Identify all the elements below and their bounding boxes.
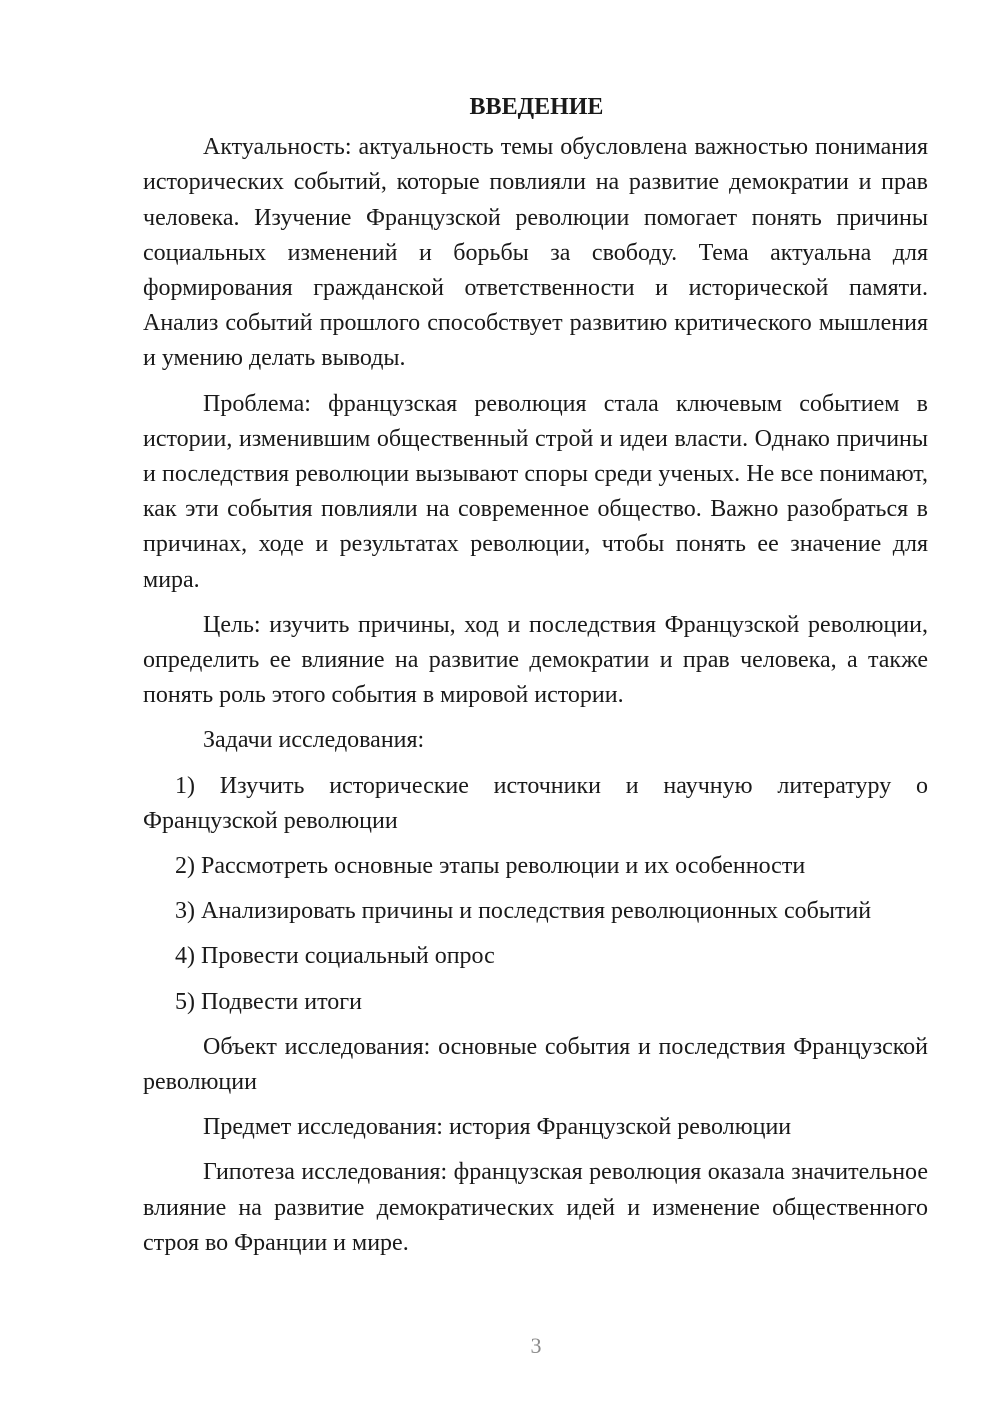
task-item: 3) Анализировать причины и последствия революционных событий (175, 898, 872, 925)
task-item: 5) Подвести итоги (175, 988, 362, 1015)
paragraph-subject: Предмет исследования: история Французской революции (203, 1114, 792, 1141)
paragraph-hypothesis: Гипотеза исследования: французская революция оказала значительное влияние на развитие демократических идей и изменение общественного строя во Франции и мире. (143, 1159, 928, 1256)
tasks-heading: Задачи исследования: (203, 727, 425, 754)
task-item: 2) Рассмотреть основные этапы революции и их особенности (175, 853, 806, 880)
task-item: 1) Изучить исторические источники и научную литературу о Французской революции (143, 772, 928, 834)
page-number: 3 (530, 1333, 542, 1358)
paragraph-relevance: Актуальность: актуальность темы обусловлена важностью понимания исторических событий, которые повлияли на развитие демократии и прав человека. Изучение Французской революции помогает понять причины социальных изменений и борьбы за свободу. Тема актуальна для формирования гражданской ответственности и исторической памяти. Анализ событий прошлого способствует развитию критического мышления и умению делать выводы. (143, 134, 928, 372)
paragraph-problem: Проблема: французская революция стала ключевым событием в истории, изменившим общественный строй и идеи власти. Однако причины и последствия революции вызывают споры среди ученых. Не все понимают, как эти события повлияли на современное общество. Важно разобраться в причинах, ходе и результатах революции, чтобы понять ее значение для мира. (143, 390, 928, 593)
page-content (143, 90, 928, 1271)
paragraph-goal: Цель: изучить причины, ход и последствия Французской революции, определить ее влияние на развитие демократии и прав человека, а также понять роль этого события в мировой истории. (143, 611, 928, 709)
paragraph-object: Объект исследования: основные события и последствия Французской революции (143, 1033, 928, 1096)
page-title: ВВЕДЕНИЕ (469, 94, 604, 120)
task-item: 4) Провести социальный опрос (175, 943, 495, 970)
